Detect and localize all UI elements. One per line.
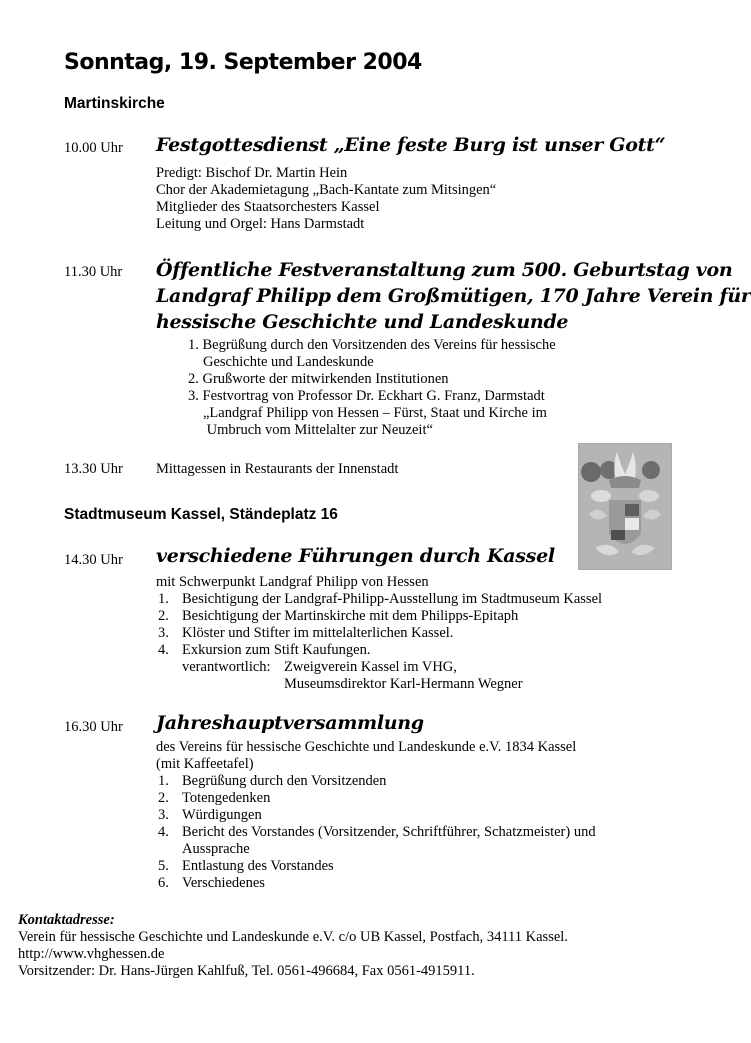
list-item: [188, 388, 556, 439]
event-time: 13.30 Uhr: [64, 461, 123, 477]
intro-line: (mit Kaffeetafel): [156, 756, 254, 772]
section-heading-stadtmuseum: Stadtmuseum Kassel, Ständeplatz 16: [64, 506, 338, 523]
list-text: Entlastung des Vorstandes: [182, 858, 334, 874]
list-text: Begrüßung durch den Vorsitzenden des Vereins für hessische: [202, 337, 556, 353]
numbered-list: [158, 773, 596, 892]
event-time: 16.30 Uhr: [64, 719, 123, 735]
list-text: Klöster und Stifter im mittelalterlichen Kassel.: [182, 625, 454, 641]
contact-heading: Kontaktadresse:: [18, 912, 115, 928]
event-title: Jahreshauptversammlung: [156, 712, 424, 734]
event-time: 10.00 Uhr: [64, 140, 123, 156]
numbered-list: [158, 591, 602, 693]
event-time: 14.30 Uhr: [64, 552, 123, 568]
numbered-list: [188, 337, 556, 439]
detail-line: Leitung und Orgel: Hans Darmstadt: [156, 216, 365, 232]
responsible-label: verantwortlich:: [182, 659, 271, 675]
list-text: Festvortrag von Professor Dr. Eckhart G. Franz, Darmstadt: [202, 388, 545, 404]
list-number: 3.: [188, 388, 199, 404]
list-item: [158, 591, 602, 608]
list-text: Besichtigung der Martinskirche mit dem Philipps-Epitaph: [182, 608, 519, 624]
event-details: [156, 165, 496, 233]
list-number: 1.: [158, 773, 169, 789]
section-heading-martinskirche: Martinskirche: [64, 95, 165, 112]
list-text: Bericht des Vorstandes (Vorsitzender, Schriftführer, Schatzmeister) und: [182, 824, 596, 840]
list-text: Aussprache: [182, 841, 250, 857]
list-item: [158, 608, 602, 625]
title-line: hessische Geschichte und Landeskunde: [156, 311, 569, 333]
responsible-name: Zweigverein Kassel im VHG,: [284, 659, 457, 675]
page-title: Sonntag, 19. September 2004: [64, 50, 422, 75]
list-text: Begrüßung durch den Vorsitzenden: [182, 773, 387, 789]
event-title: Festgottesdienst „Eine feste Burg ist unser Gott“: [156, 134, 666, 156]
list-number: 1.: [158, 591, 169, 607]
contact-chairman: Vorsitzender: Dr. Hans-Jürgen Kahlfuß, Tel. 0561-496684, Fax 0561-4915911.: [18, 963, 475, 979]
list-number: 5.: [158, 858, 169, 874]
contact-address: Verein für hessische Geschichte und Landeskunde e.V. c/o UB Kassel, Postfach, 34111 Kassel.: [18, 929, 568, 945]
list-item: [158, 790, 596, 807]
detail-line: Predigt: Bischof Dr. Martin Hein: [156, 165, 348, 181]
responsible-name: Museumsdirektor Karl-Hermann Wegner: [284, 676, 523, 692]
list-item: [158, 642, 602, 659]
list-number: 2.: [158, 790, 169, 806]
list-text: Totengedenken: [182, 790, 271, 806]
list-number: 6.: [158, 875, 169, 891]
detail-line: Chor der Akademietagung „Bach-Kantate zum Mitsingen“: [156, 182, 497, 198]
list-item: [158, 807, 596, 824]
event-time: 11.30 Uhr: [64, 264, 123, 280]
list-item: [158, 858, 596, 875]
list-number: 2.: [188, 371, 199, 387]
contact-website-link[interactable]: http://www.vhghessen.de: [18, 946, 165, 962]
list-text: Geschichte und Landeskunde: [203, 354, 374, 370]
list-number: 2.: [158, 608, 169, 624]
list-text: Umbruch vom Mittelalter zur Neuzeit“: [203, 422, 433, 438]
list-item: [158, 875, 596, 892]
list-number: 1.: [188, 337, 199, 353]
list-item: [158, 625, 602, 642]
list-item: [188, 371, 556, 388]
list-number: 4.: [158, 824, 169, 840]
list-text: „Landgraf Philipp von Hessen – Fürst, Staat und Kirche im: [203, 405, 547, 421]
list-item: [158, 824, 596, 858]
list-text: Grußworte der mitwirkenden Institutionen: [202, 371, 449, 387]
detail-line: Mitglieder des Staatsorchesters Kassel: [156, 199, 380, 215]
list-number: 3.: [158, 807, 169, 823]
event-title: verschiedene Führungen durch Kassel: [156, 545, 555, 567]
list-number: 3.: [158, 625, 169, 641]
coat-of-arms-icon: [579, 444, 671, 569]
responsible-block: [158, 659, 602, 693]
title-line: Öffentliche Festveranstaltung zum 500. Geburtstag von: [156, 259, 733, 281]
title-line: Landgraf Philipp dem Großmütigen, 170 Jahre Verein für: [156, 285, 751, 307]
intro-line: des Vereins für hessische Geschichte und Landeskunde e.V. 1834 Kassel: [156, 739, 577, 755]
event-intro: [156, 739, 576, 773]
event-text: Mittagessen in Restaurants der Innenstadt: [156, 461, 399, 477]
list-text: Würdigungen: [182, 807, 262, 823]
event-title: [156, 257, 751, 335]
list-text: Besichtigung der Landgraf-Philipp-Ausstellung im Stadtmuseum Kassel: [182, 591, 603, 607]
list-number: 4.: [158, 642, 169, 658]
list-text: Verschiedenes: [182, 875, 265, 891]
contact-block: [18, 912, 568, 980]
list-text: Exkursion zum Stift Kaufungen.: [182, 642, 371, 658]
list-item: [158, 773, 596, 790]
event-intro: mit Schwerpunkt Landgraf Philipp von Hessen: [156, 574, 429, 590]
list-item: [188, 337, 556, 371]
coat-of-arms-image: [578, 443, 672, 570]
